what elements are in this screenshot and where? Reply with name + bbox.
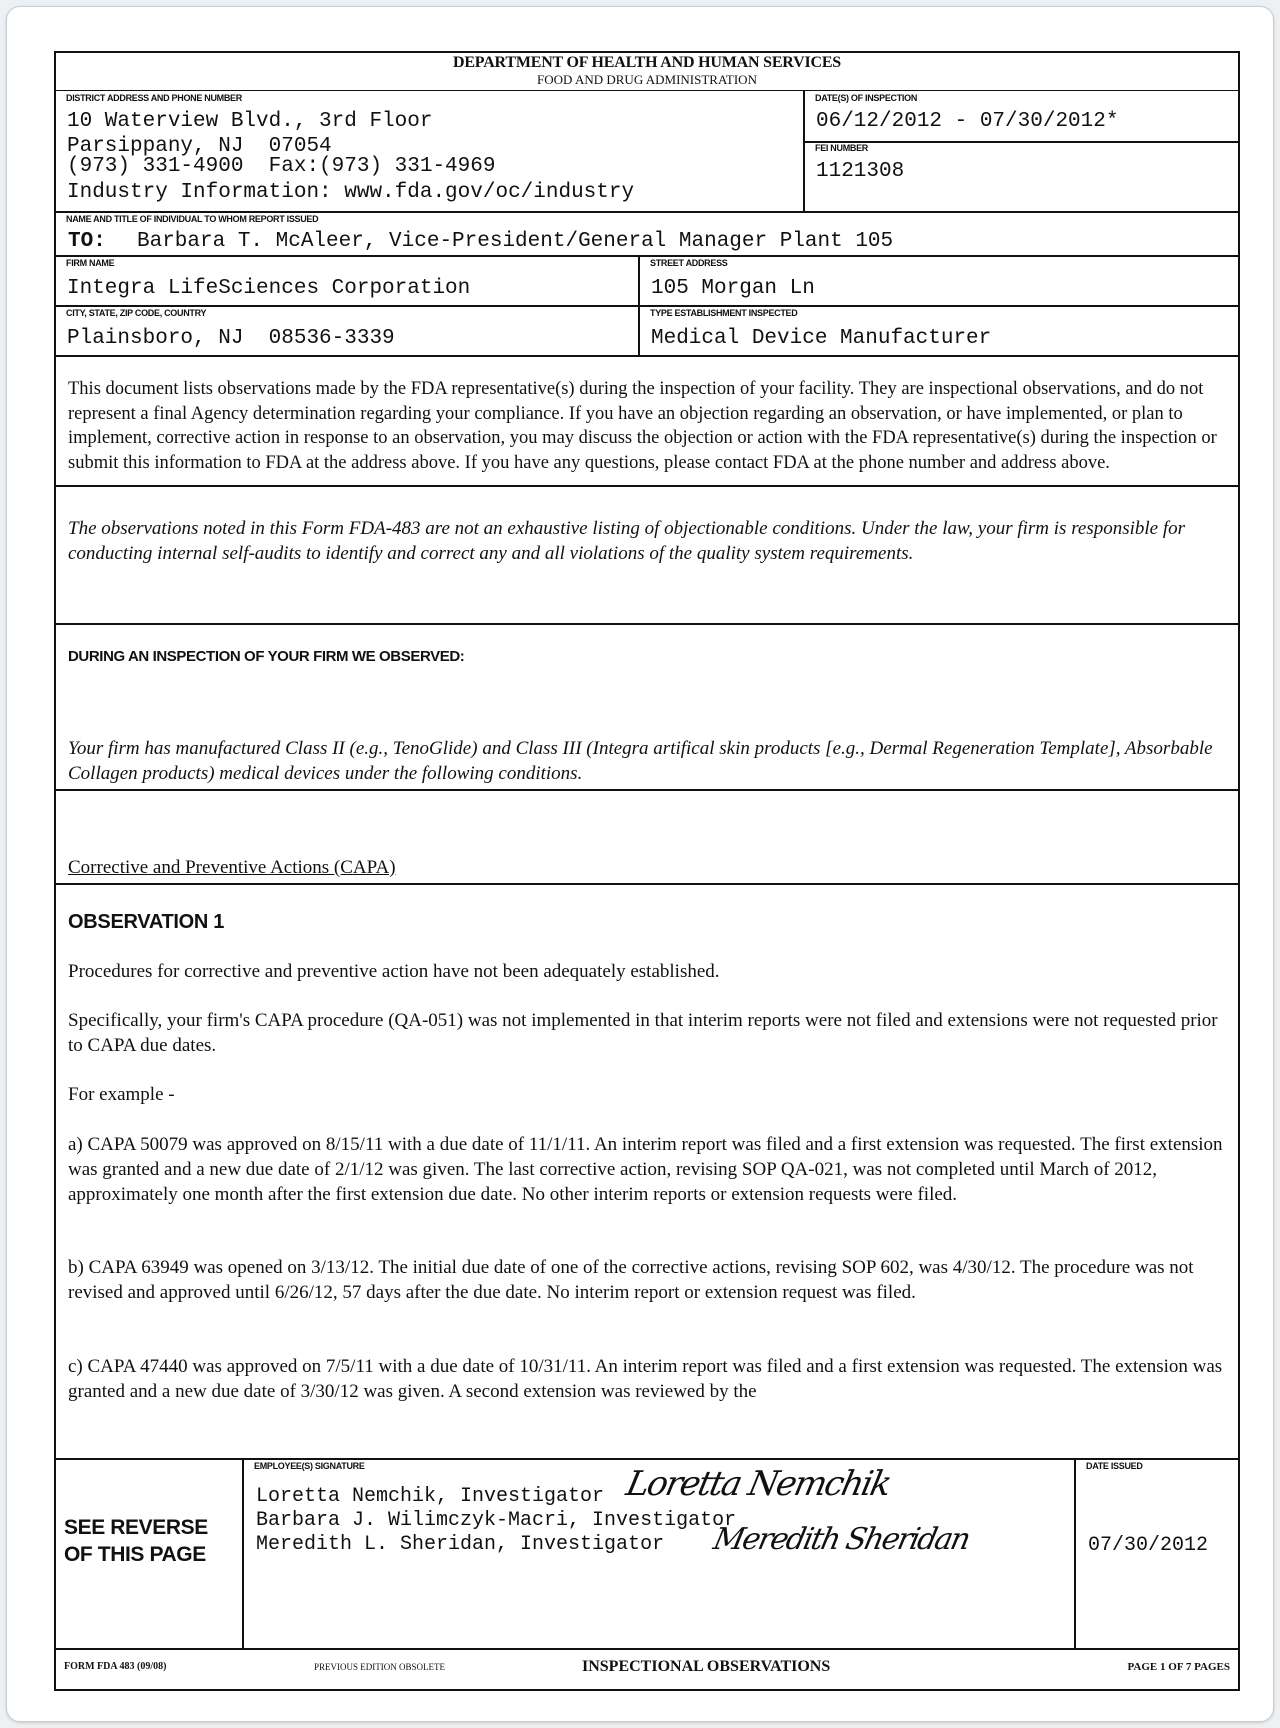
inspection-dates-value: 06/12/2012 - 07/30/2012* <box>816 110 1119 133</box>
signature-loretta: Loretta Nemchik <box>622 1464 894 1504</box>
see-reverse-text: SEE REVERSE OF THIS PAGE <box>64 1516 208 1566</box>
department-title: DEPARTMENT OF HEALTH AND HUMAN SERVICES <box>452 54 842 71</box>
street-label: STREET ADDRESS <box>650 258 728 268</box>
observation-statement: Procedures for corrective and preventive action have not been adequately established. <box>68 961 720 982</box>
fei-label: FEI NUMBER <box>815 143 868 153</box>
form-footer <box>56 1650 1238 1690</box>
recipient-value: Barbara T. McAleer, Vice-President/General Manager Plant 105 <box>137 230 894 253</box>
city-cell <box>56 307 640 355</box>
observation-for-example: For example - <box>68 1084 175 1105</box>
type-cell <box>640 307 1238 355</box>
firm-name-cell <box>56 257 640 305</box>
recipient-prefix: TO: <box>68 230 106 253</box>
signature-row <box>56 1460 1238 1650</box>
form-title: INSPECTIONAL OBSERVATIONS <box>582 1658 831 1675</box>
fda-483-form <box>54 51 1240 1691</box>
city-value: Plainsboro, NJ 08536-3339 <box>67 327 395 350</box>
district-row <box>56 91 1238 213</box>
date-issued-value: 07/30/2012 <box>1088 1534 1209 1557</box>
employee-1: Loretta Nemchik, Investigator <box>256 1485 605 1508</box>
recipient-row <box>56 213 1238 257</box>
employee-3: Meredith L. Sheridan, Investigator <box>256 1533 665 1556</box>
observation-section <box>56 885 1238 1460</box>
firm-row <box>56 257 1238 307</box>
employee-2: Barbara J. Wilimczyk-Macri, Investigator <box>256 1509 737 1532</box>
type-label: TYPE ESTABLISHMENT INSPECTED <box>650 308 798 318</box>
form-id: FORM FDA 483 (09/08) <box>64 1661 167 1672</box>
notice-section <box>56 357 1238 487</box>
date-issued-cell <box>1076 1460 1238 1648</box>
firm-name-label: FIRM NAME <box>66 258 115 268</box>
dates-cell <box>805 91 1238 211</box>
notice-text: This document lists observations made by the FDA representative(s) during the inspection of your facility. They are inspectional observations, and do not represent a final Agency determination regarding your compliance. If you have an objection regarding an observation, or have implemented, or plan to implement, corrective action in response to an observation, you may discuss the objection or action with the FDA representative(s) during the inspection or submit this information to FDA at the address above. If you have any questions, please contact FDA at the phone number and address above. <box>68 379 1217 473</box>
capa-section-title: Corrective and Preventive Actions (CAPA) <box>68 857 396 878</box>
district-cell <box>56 91 805 211</box>
observation-specifically: Specifically, your firm's CAPA procedure (QA-051) was not implemented in that interim reports were not filed and extensions were not requested prior to CAPA due dates. <box>68 1010 1218 1056</box>
observation-item-c: c) CAPA 47440 was approved on 7/5/11 with a due date of 10/31/11. An interim report was filed and a first extension was requested. The extension was granted and a new due date of 3/30/12 was given. A second extension was reviewed by the <box>68 1356 1223 1402</box>
street-value: 105 Morgan Ln <box>651 277 815 300</box>
observed-heading: DURING AN INSPECTION OF YOUR FIRM WE OBSERVED: <box>68 648 465 665</box>
fei-value: 1121308 <box>816 160 905 183</box>
district-line-1: 10 Waterview Blvd., 3rd Floor <box>67 110 433 133</box>
observation-item-b: b) CAPA 63949 was opened on 3/13/12. The initial due date of one of the corrective actions, revising SOP 602, was 4/30/12. The procedure was not revised and approved until 6/26/12, 57 days after the due date. No interim report or extension request was filed. <box>68 1257 1194 1303</box>
form-header <box>56 53 1238 91</box>
disclaimer-section <box>56 487 1238 625</box>
observation-item-a: a) CAPA 50079 was approved on 8/15/11 with a due date of 11/1/11. An interim report was filed and a first extension was requested. The first extension was granted and a new due date of 2/1/12 was given. The last corrective action, revising SOP QA-021, was not completed until March of 2012, approximately one month after the first extension due date. No other interim reports or extension requests were filed. <box>68 1134 1223 1205</box>
city-label: CITY, STATE, ZIP CODE, COUNTRY <box>66 308 207 318</box>
district-line-3: (973) 331-4900 Fax:(973) 331-4969 <box>67 155 496 178</box>
district-line-2: Parsippany, NJ 07054 <box>67 135 332 158</box>
city-row <box>56 307 1238 357</box>
recipient-label: NAME AND TITLE OF INDIVIDUAL TO WHOM REPORT ISSUED <box>66 214 319 224</box>
document-card <box>6 6 1274 1722</box>
firm-name-value: Integra LifeSciences Corporation <box>67 277 471 300</box>
district-line-4: Industry Information: www.fda.gov/oc/industry <box>67 181 635 204</box>
capa-section-header <box>56 791 1238 885</box>
district-label: DISTRICT ADDRESS AND PHONE NUMBER <box>66 93 242 103</box>
inspection-dates-label: DATE(S) OF INSPECTION <box>815 93 918 103</box>
see-reverse-cell <box>56 1460 244 1648</box>
street-cell <box>640 257 1238 305</box>
conditions-text: Your firm has manufactured Class II (e.g., TenoGlide) and Class III (Integra artifical skin products [e.g., Dermal Regeneration Template], Absorbable Collagen products) medical devices under the following conditions. <box>68 738 1213 784</box>
page-count: PAGE 1 OF 7 PAGES <box>1127 1661 1230 1673</box>
signature-meredith: Meredith Sheridan <box>710 1522 972 1557</box>
inspection-dates-box <box>805 91 1238 143</box>
observed-section <box>56 625 1238 791</box>
signature-label: EMPLOYEE(S) SIGNATURE <box>254 1461 365 1471</box>
previous-edition: PREVIOUS EDITION OBSOLETE <box>314 1662 445 1672</box>
date-issued-label: DATE ISSUED <box>1086 1461 1143 1471</box>
agency-title: FOOD AND DRUG ADMINISTRATION <box>537 72 757 87</box>
signature-cell <box>244 1460 1076 1648</box>
observation-title: OBSERVATION 1 <box>68 911 225 933</box>
type-value: Medical Device Manufacturer <box>651 327 992 350</box>
disclaimer-text: The observations noted in this Form FDA-483 are not an exhaustive listing of objectionable conditions. Under the law, your firm is responsible for conducting internal self-audits to identify and correct any and all violations of the quality system requirements. <box>68 518 1186 564</box>
